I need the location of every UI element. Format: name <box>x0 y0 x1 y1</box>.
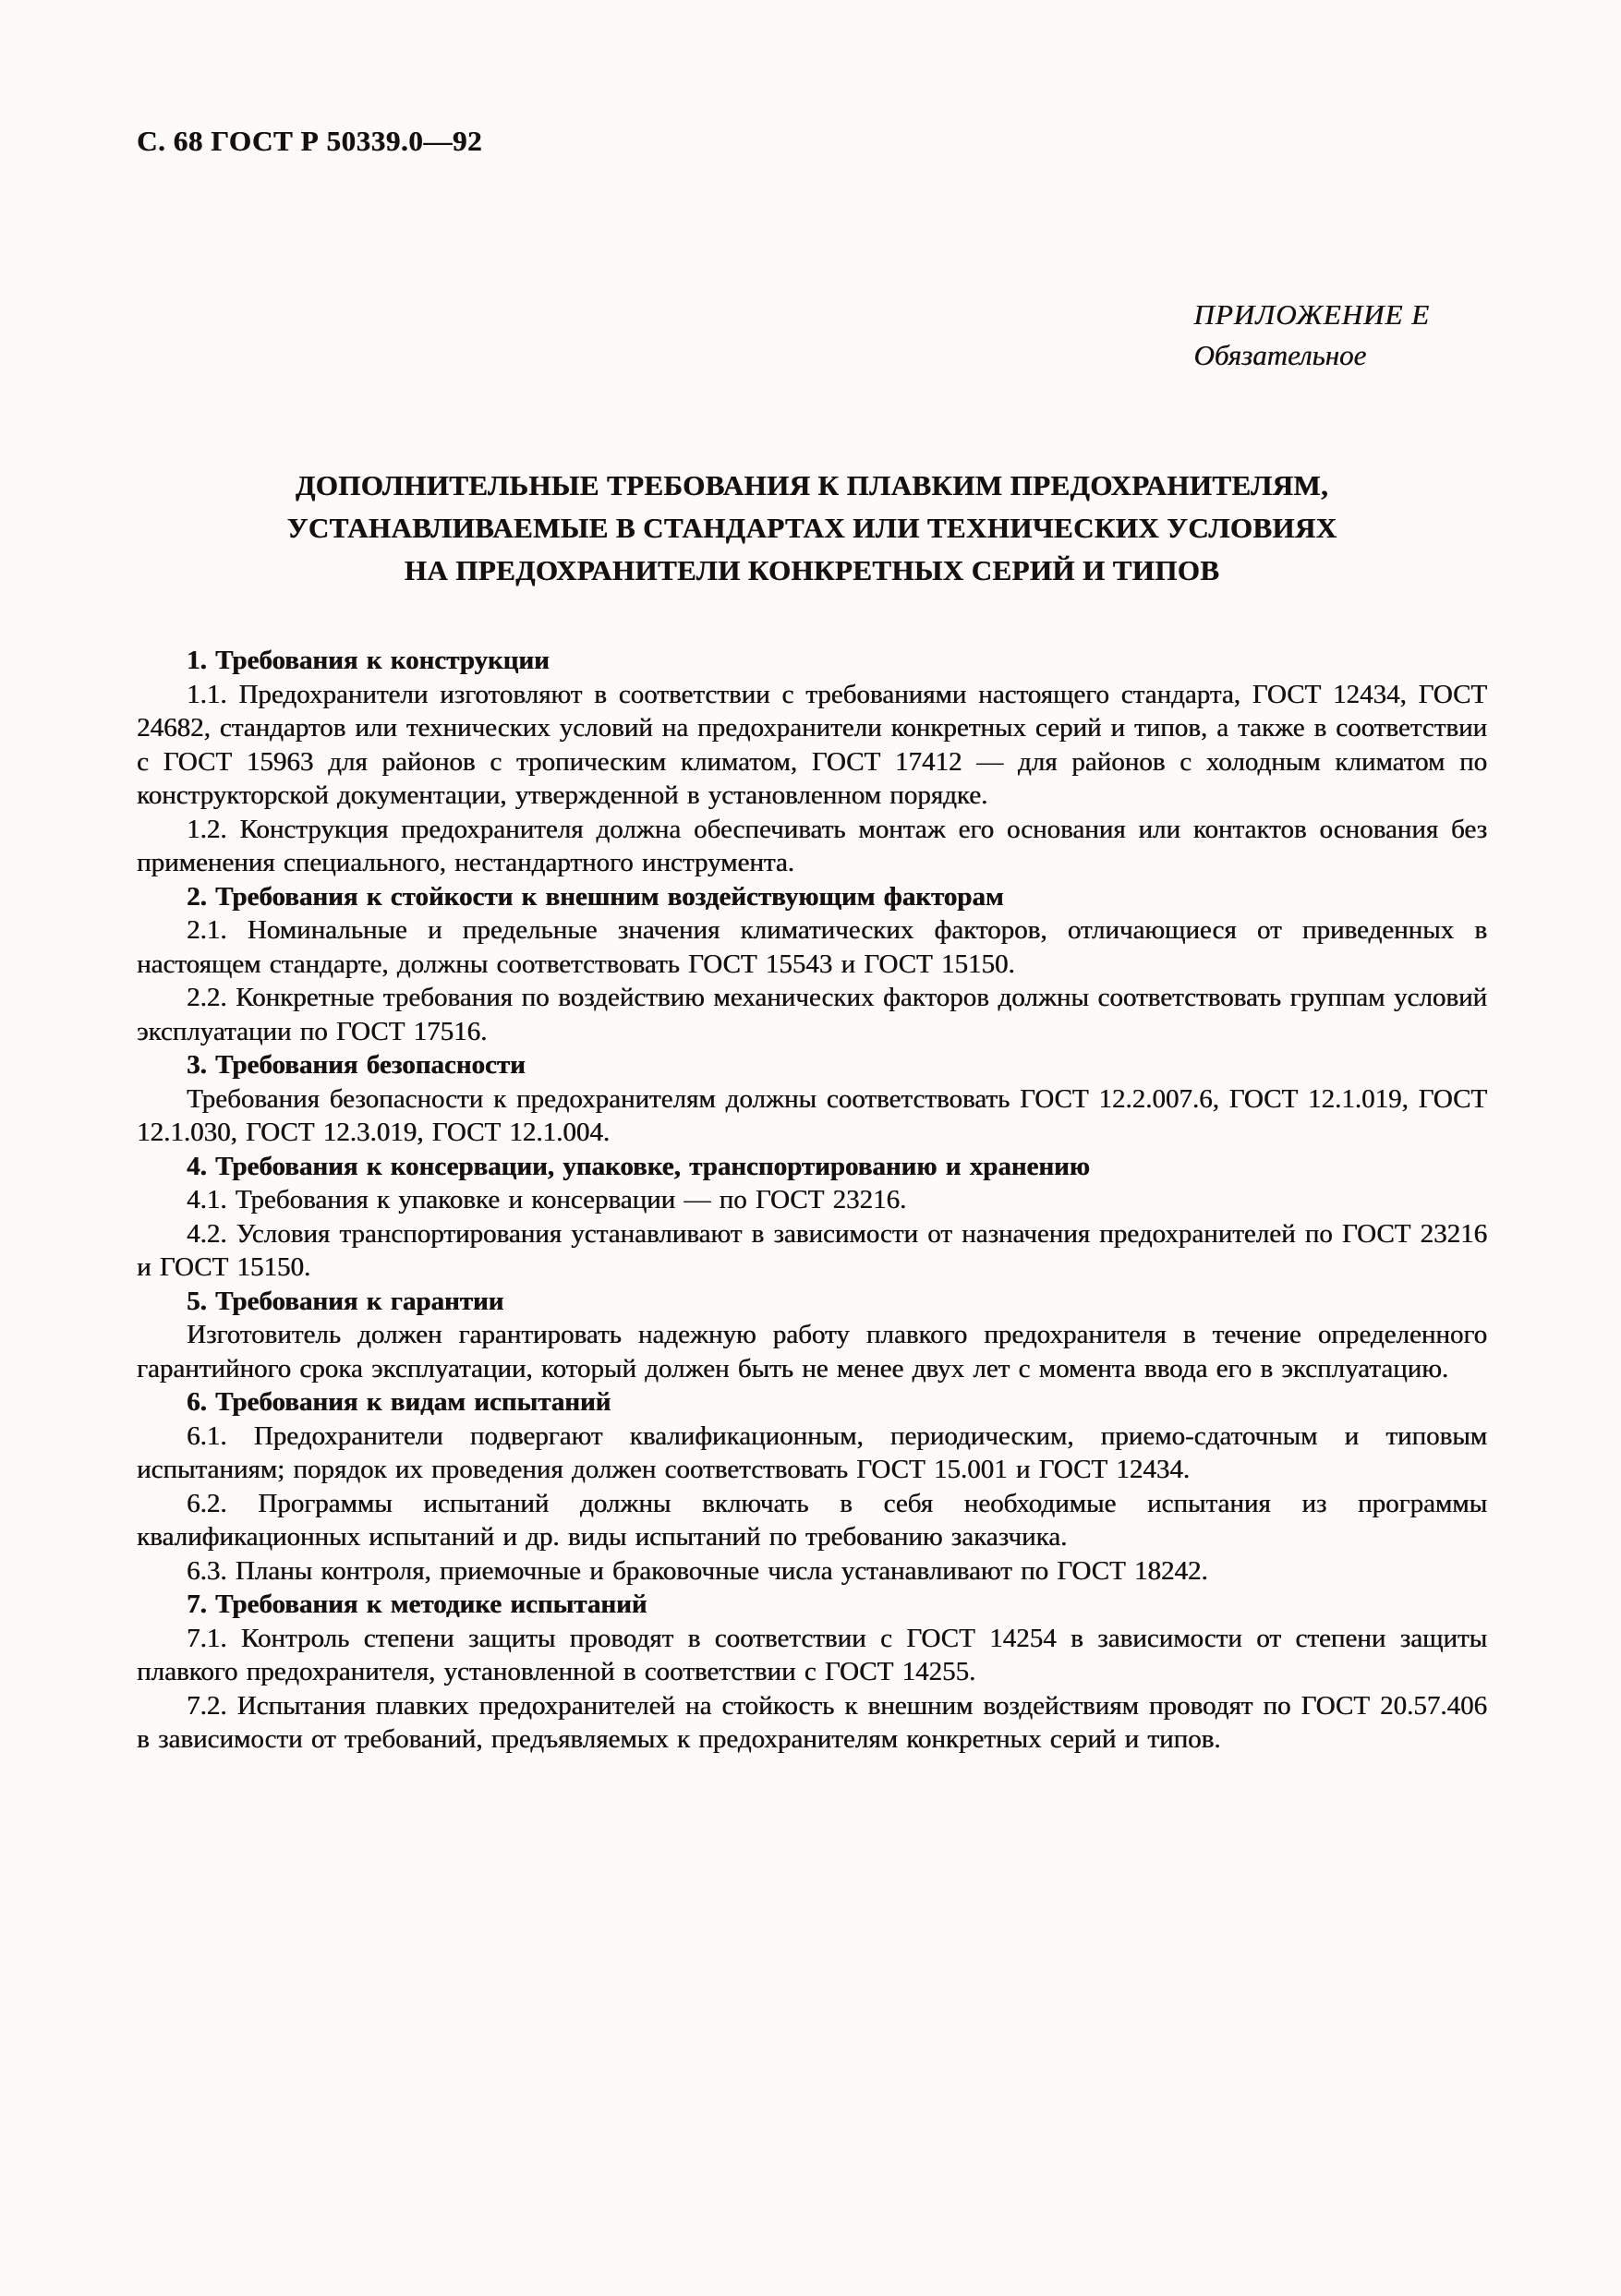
paragraph: 2.2. Конкретные требования по воздействию механических факторов должны соответствовать группам условий эксплуатации по ГОСТ 17516. <box>137 983 1487 1046</box>
section-heading: 6. Требования к видам испытаний <box>187 1387 611 1417</box>
paragraph: 2.1. Номинальные и предельные значения климатических факторов, отличающиеся от приведенных в настоящем стандарте, должны соответствовать ГОСТ 15543 и ГОСТ 15150. <box>137 915 1487 979</box>
paragraph: 7.2. Испытания плавких предохранителей на стойкость к внешним воздействиям проводят по ГОСТ 20.57.406 в зависимости от требований, предъявляемых к предохранителям конкретных серий и типов. <box>137 1690 1487 1754</box>
page-header: С. 68 ГОСТ Р 50339.0—92 <box>137 125 483 157</box>
paragraph: 1.1. Предохранители изготовляют в соответствии с требованиями настоящего стандарта, ГОСТ 12434, ГОСТ 24682, стандартов или технических условий на предохранители конкретных серий и типов, а также в соответствии с ГОСТ 15963 для районов с тропическим климатом, ГОСТ 17412 — для районов с холодным климатом по конструкторской документации, утвержденной в установленном порядке. <box>137 679 1487 810</box>
appendix-label: ПРИЛОЖЕНИЕ Е <box>1193 298 1430 331</box>
paragraph: 1.2. Конструкция предохранителя должна обеспечивать монтаж его основания или контактов основания без применения специального, нестандартного инструмента. <box>137 814 1487 877</box>
paragraph: 4.1. Требования к упаковке и консервации — по ГОСТ 23216. <box>187 1185 907 1214</box>
section-heading: 2. Требования к стойкости к внешним воздействующим факторам <box>187 881 1004 912</box>
paragraph: 6.2. Программы испытаний должны включать в себя необходимые испытания из программы квалификационных испытаний и др. виды испытаний по требованию заказчика. <box>137 1488 1487 1552</box>
title-line: НА ПРЕДОХРАНИТЕЛИ КОНКРЕТНЫХ СЕРИЙ И ТИПОВ <box>404 554 1220 586</box>
paragraph: 6.1. Предохранители подвергают квалификационным, периодическим, приемо-сдаточным и типовым испытаниям; порядок их проведения должен соответствовать ГОСТ 15.001 и ГОСТ 12434. <box>137 1420 1487 1484</box>
paragraph: 4.2. Условия транспортирования устанавливают в зависимости от назначения предохранителей по ГОСТ 23216 и ГОСТ 15150. <box>137 1218 1487 1282</box>
title-line: ДОПОЛНИТЕЛЬНЫЕ ТРЕБОВАНИЯ К ПЛАВКИМ ПРЕДОХРАНИТЕЛЯМ, <box>295 469 1329 501</box>
section-heading: 7. Требования к методике испытаний <box>187 1589 647 1619</box>
document-title <box>137 465 1487 592</box>
paragraph: Изготовитель должен гарантировать надежную работу плавкого предохранителя в течение определенного гарантийного срока эксплуатации, который должен быть не менее двух лет с момента ввода его в эксплуатацию. <box>137 1320 1487 1384</box>
paragraph: 7.1. Контроль степени защиты проводят в соответствии с ГОСТ 14254 в зависимости от степени защиты плавкого предохранителя, установленной в соответствии с ГОСТ 14255. <box>137 1623 1487 1686</box>
section-heading: 4. Требования к консервации, упаковке, транспортированию и хранению <box>187 1151 1090 1181</box>
section-heading: 3. Требования безопасности <box>187 1050 526 1080</box>
document-body <box>137 644 1487 1757</box>
paragraph: 6.3. Планы контроля, приемочные и браковочные числа устанавливают по ГОСТ 18242. <box>187 1555 1208 1586</box>
appendix-type: Обязательное <box>1193 339 1367 371</box>
paragraph: Требования безопасности к предохранителям должны соответствовать ГОСТ 12.2.007.6, ГОСТ 12.1.019, ГОСТ 12.1.030, ГОСТ 12.3.019, ГОСТ 12.1.004. <box>137 1083 1487 1147</box>
appendix-block <box>1193 295 1430 376</box>
title-line: УСТАНАВЛИВАЕМЫЕ В СТАНДАРТАХ ИЛИ ТЕХНИЧЕСКИХ УСЛОВИЯХ <box>286 512 1337 544</box>
section-heading: 1. Требования к конструкции <box>187 646 550 675</box>
section-heading: 5. Требования к гарантии <box>187 1286 504 1316</box>
